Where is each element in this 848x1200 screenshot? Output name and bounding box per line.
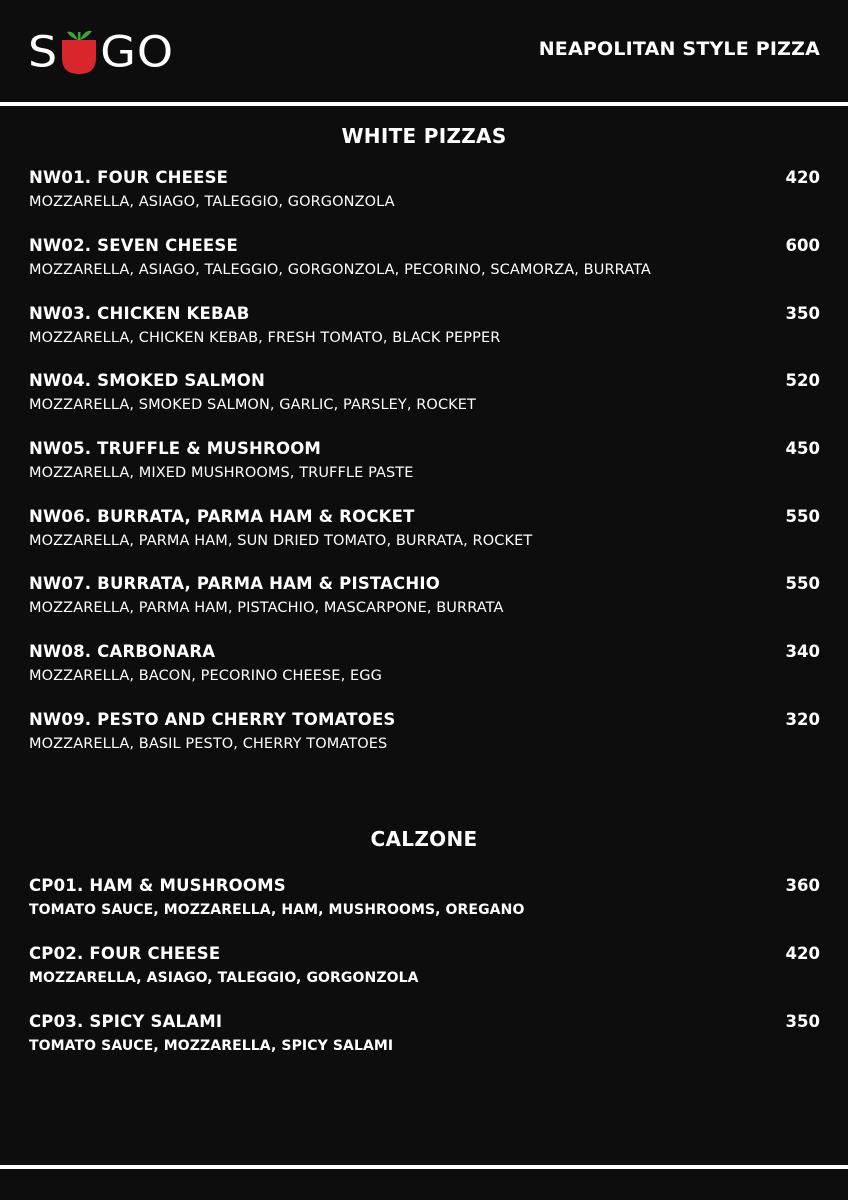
tomato-u-icon <box>59 32 99 74</box>
item-name: CP02. FOUR CHEESE <box>29 944 221 963</box>
item-price: 360 <box>785 876 820 895</box>
section-title-calzone: CALZONE <box>370 827 478 851</box>
item-price: 520 <box>785 371 820 390</box>
item-name: NW08. CARBONARA <box>29 642 216 661</box>
sugo-logo <box>28 27 175 77</box>
menu-item <box>29 371 820 414</box>
item-price: 350 <box>785 1012 820 1031</box>
top-divider <box>0 102 848 106</box>
item-price: 320 <box>785 710 820 729</box>
item-price: 600 <box>785 236 820 255</box>
logo-text-end: GO <box>100 27 175 77</box>
item-price: 350 <box>785 304 820 323</box>
item-description: MOZZARELLA, BACON, PECORINO CHEESE, EGG <box>29 668 382 684</box>
menu-item <box>29 710 820 753</box>
item-description: MOZZARELLA, SMOKED SALMON, GARLIC, PARSLEY, ROCKET <box>29 397 477 413</box>
item-price: 550 <box>785 574 820 593</box>
item-name: NW02. SEVEN CHEESE <box>29 236 238 255</box>
menu-item <box>29 642 820 685</box>
item-description: MOZZARELLA, PARMA HAM, SUN DRIED TOMATO, BURRATA, ROCKET <box>29 533 533 549</box>
item-name: NW04. SMOKED SALMON <box>29 371 266 390</box>
item-description: MOZZARELLA, BASIL PESTO, CHERRY TOMATOES <box>29 736 388 752</box>
menu-item <box>29 574 820 617</box>
menu-item <box>29 236 820 279</box>
section-title-white-pizzas: WHITE PIZZAS <box>341 124 507 148</box>
item-name: NW05. TRUFFLE & MUSHROOM <box>29 439 322 458</box>
item-name: NW07. BURRATA, PARMA HAM & PISTACHIO <box>29 574 440 593</box>
item-name: CP03. SPICY SALAMI <box>29 1012 223 1031</box>
menu-item <box>29 1012 820 1055</box>
item-name: NW03. CHICKEN KEBAB <box>29 304 250 323</box>
item-name: NW09. PESTO AND CHERRY TOMATOES <box>29 710 396 729</box>
item-price: 550 <box>785 507 820 526</box>
item-description: MOZZARELLA, ASIAGO, TALEGGIO, GORGONZOLA <box>29 970 419 986</box>
header <box>0 0 848 103</box>
item-description: MOZZARELLA, CHICKEN KEBAB, FRESH TOMATO, BLACK PEPPER <box>29 330 501 346</box>
item-price: 420 <box>785 944 820 963</box>
item-description: TOMATO SAUCE, MOZZARELLA, SPICY SALAMI <box>29 1038 394 1054</box>
item-name: NW01. FOUR CHEESE <box>29 168 229 187</box>
bottom-divider <box>0 1165 848 1169</box>
item-description: MOZZARELLA, ASIAGO, TALEGGIO, GORGONZOLA <box>29 194 395 210</box>
menu-item <box>29 944 820 987</box>
menu-item <box>29 168 820 211</box>
item-description: MOZZARELLA, ASIAGO, TALEGGIO, GORGONZOLA, PECORINO, SCAMORZA, BURRATA <box>29 262 651 278</box>
item-price: 420 <box>785 168 820 187</box>
item-name: CP01. HAM & MUSHROOMS <box>29 876 286 895</box>
item-price: 450 <box>785 439 820 458</box>
item-price: 340 <box>785 642 820 661</box>
tagline: NEAPOLITAN STYLE PIZZA <box>538 38 820 60</box>
menu-item <box>29 304 820 347</box>
menu-item <box>29 439 820 482</box>
item-name: NW06. BURRATA, PARMA HAM & ROCKET <box>29 507 415 526</box>
logo-text-start: S <box>28 27 59 77</box>
menu-item <box>29 876 820 919</box>
item-description: MOZZARELLA, PARMA HAM, PISTACHIO, MASCARPONE, BURRATA <box>29 600 504 616</box>
item-description: TOMATO SAUCE, MOZZARELLA, HAM, MUSHROOMS, OREGANO <box>29 902 525 918</box>
item-description: MOZZARELLA, MIXED MUSHROOMS, TRUFFLE PASTE <box>29 465 414 481</box>
menu-item <box>29 507 820 550</box>
